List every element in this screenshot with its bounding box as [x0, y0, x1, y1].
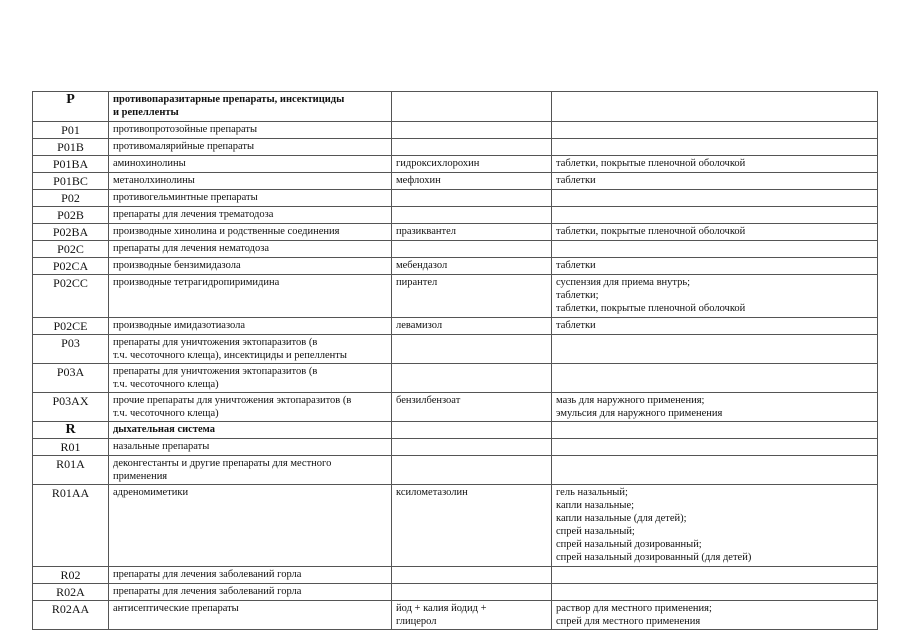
group-name-cell	[109, 241, 392, 258]
atc-code-cell: P02CA	[33, 258, 109, 275]
group-name-cell	[109, 92, 392, 122]
cell-line: препараты для лечения заболеваний горла	[113, 569, 302, 580]
dosage-form-cell	[552, 241, 878, 258]
dosage-form-cell	[552, 156, 878, 173]
atc-code-cell: R01AA	[33, 485, 109, 567]
atc-code-cell: P02CC	[33, 275, 109, 318]
cell-line: производные имидазотиазола	[113, 320, 246, 331]
drug-name-cell	[392, 335, 552, 364]
cell-line: йод + калия йодид +	[396, 603, 487, 614]
cell-line: мебендазол	[396, 260, 448, 271]
cell-line: таблетки	[556, 320, 596, 331]
drug-name-cell	[392, 601, 552, 630]
drug-name-cell	[392, 393, 552, 422]
cell-line: препараты для уничтожения эктопаразитов (в	[113, 366, 318, 377]
table-row	[33, 335, 878, 364]
drug-name-cell	[392, 139, 552, 156]
group-name-cell	[109, 584, 392, 601]
cell-line: глицерол	[396, 616, 437, 627]
drug-name-cell	[392, 92, 552, 122]
dosage-form-cell	[552, 224, 878, 241]
atc-code-cell: R02	[33, 567, 109, 584]
cell-line: препараты для лечения трематодоза	[113, 209, 274, 220]
table-row	[33, 393, 878, 422]
cell-line: аминохинолины	[113, 158, 186, 169]
dosage-form-cell	[552, 190, 878, 207]
cell-line: препараты для лечения заболеваний горла	[113, 586, 302, 597]
dosage-form-cell	[552, 258, 878, 275]
group-name-cell	[109, 364, 392, 393]
cell-line: т.ч. чесоточного клеща)	[113, 408, 219, 419]
table-row	[33, 156, 878, 173]
group-name-cell	[109, 456, 392, 485]
dosage-form-cell	[552, 456, 878, 485]
group-name-cell	[109, 190, 392, 207]
dosage-form-cell	[552, 422, 878, 439]
atc-code-cell: R02AA	[33, 601, 109, 630]
atc-code-cell: R01	[33, 439, 109, 456]
dosage-form-cell	[552, 393, 878, 422]
atc-code-cell: P03AX	[33, 393, 109, 422]
group-name-cell	[109, 258, 392, 275]
table-row	[33, 275, 878, 318]
dosage-form-cell	[552, 485, 878, 567]
cell-line: капли назальные (для детей);	[556, 513, 687, 524]
atc-code-cell: P02BA	[33, 224, 109, 241]
cell-line: спрей назальный;	[556, 526, 635, 537]
cell-line: таблетки	[556, 260, 596, 271]
cell-line: производные тетрагидропиримидина	[113, 277, 280, 288]
cell-line: спрей назальный дозированный (для детей)	[556, 552, 752, 563]
atc-code-cell: P	[33, 92, 109, 122]
dosage-form-cell	[552, 275, 878, 318]
atc-code-cell: P01B	[33, 139, 109, 156]
dosage-form-cell	[552, 318, 878, 335]
cell-line: дыхательная система	[113, 424, 215, 435]
cell-line: таблетки;	[556, 290, 599, 301]
drug-name-cell	[392, 122, 552, 139]
atc-code-cell: P03A	[33, 364, 109, 393]
cell-line: спрей назальный дозированный;	[556, 539, 702, 550]
atc-drug-table	[32, 91, 878, 630]
drug-name-cell	[392, 364, 552, 393]
cell-line: прочие препараты для уничтожения эктопаразитов (в	[113, 395, 352, 406]
table-row	[33, 364, 878, 393]
table-row	[33, 456, 878, 485]
table-row	[33, 601, 878, 630]
atc-code-cell: P03	[33, 335, 109, 364]
group-name-cell	[109, 393, 392, 422]
group-name-cell	[109, 122, 392, 139]
cell-line: таблетки, покрытые пленочной оболочкой	[556, 303, 746, 314]
atc-code-cell: P01BC	[33, 173, 109, 190]
atc-code-cell: P02B	[33, 207, 109, 224]
cell-line: ксилометазолин	[396, 487, 468, 498]
cell-line: левамизол	[396, 320, 443, 331]
drug-name-cell	[392, 456, 552, 485]
cell-line: препараты для уничтожения эктопаразитов (в	[113, 337, 318, 348]
atc-code-cell: R	[33, 422, 109, 439]
drug-name-cell	[392, 318, 552, 335]
table-row	[33, 224, 878, 241]
atc-code-cell: P02CE	[33, 318, 109, 335]
cell-line: метанолхинолины	[113, 175, 195, 186]
cell-line: пирантел	[396, 277, 438, 288]
drug-name-cell	[392, 190, 552, 207]
drug-name-cell	[392, 156, 552, 173]
cell-line: капли назальные;	[556, 500, 635, 511]
cell-line: применения	[113, 471, 168, 482]
cell-line: спрей для местного применения	[556, 616, 701, 627]
dosage-form-cell	[552, 92, 878, 122]
cell-line: противопротозойные препараты	[113, 124, 258, 135]
group-name-cell	[109, 335, 392, 364]
dosage-form-cell	[552, 364, 878, 393]
cell-line: празиквантел	[396, 226, 456, 237]
dosage-form-cell	[552, 335, 878, 364]
atc-code-cell: P01BA	[33, 156, 109, 173]
drug-name-cell	[392, 485, 552, 567]
cell-line: гель назальный;	[556, 487, 628, 498]
dosage-form-cell	[552, 601, 878, 630]
dosage-form-cell	[552, 173, 878, 190]
dosage-form-cell	[552, 584, 878, 601]
table-row	[33, 139, 878, 156]
group-name-cell	[109, 173, 392, 190]
cell-line: т.ч. чесоточного клеща)	[113, 379, 219, 390]
drug-name-cell	[392, 275, 552, 318]
table-row	[33, 318, 878, 335]
cell-line: таблетки, покрытые пленочной оболочкой	[556, 158, 746, 169]
dosage-form-cell	[552, 139, 878, 156]
group-name-cell	[109, 601, 392, 630]
table-row	[33, 258, 878, 275]
cell-line: мазь для наружного применения;	[556, 395, 705, 406]
section-row	[33, 422, 878, 439]
cell-line: противогельминтные препараты	[113, 192, 258, 203]
cell-line: гидроксихлорохин	[396, 158, 480, 169]
drug-name-cell	[392, 439, 552, 456]
dosage-form-cell	[552, 207, 878, 224]
cell-line: адреномиметики	[113, 487, 189, 498]
cell-line: и репелленты	[113, 107, 179, 118]
atc-code-cell: R01A	[33, 456, 109, 485]
table-row	[33, 439, 878, 456]
drug-name-cell	[392, 241, 552, 258]
table-row	[33, 567, 878, 584]
atc-code-cell: P02C	[33, 241, 109, 258]
cell-line: антисептические препараты	[113, 603, 239, 614]
cell-line: эмульсия для наружного применения	[556, 408, 723, 419]
group-name-cell	[109, 207, 392, 224]
cell-line: суспензия для приема внутрь;	[556, 277, 691, 288]
table-row	[33, 485, 878, 567]
group-name-cell	[109, 224, 392, 241]
cell-line: противомалярийные препараты	[113, 141, 255, 152]
dosage-form-cell	[552, 439, 878, 456]
cell-line: препараты для лечения нематодоза	[113, 243, 270, 254]
atc-code-cell: P02	[33, 190, 109, 207]
cell-line: деконгестанты и другие препараты для местного	[113, 458, 332, 469]
dosage-form-cell	[552, 567, 878, 584]
cell-line: т.ч. чесоточного клеща), инсектициды и репелленты	[113, 350, 347, 361]
dosage-form-cell	[552, 122, 878, 139]
table-row	[33, 584, 878, 601]
drug-name-cell	[392, 173, 552, 190]
table-row	[33, 241, 878, 258]
group-name-cell	[109, 156, 392, 173]
atc-code-cell: P01	[33, 122, 109, 139]
group-name-cell	[109, 439, 392, 456]
group-name-cell	[109, 318, 392, 335]
cell-line: противопаразитарные препараты, инсектициды	[113, 94, 345, 105]
drug-name-cell	[392, 584, 552, 601]
cell-line: мефлохин	[396, 175, 441, 186]
cell-line: раствор для местного применения;	[556, 603, 712, 614]
drug-name-cell	[392, 258, 552, 275]
cell-line: таблетки, покрытые пленочной оболочкой	[556, 226, 746, 237]
drug-name-cell	[392, 422, 552, 439]
table-row	[33, 173, 878, 190]
atc-code-cell: R02A	[33, 584, 109, 601]
cell-line: бензилбензоат	[396, 395, 461, 406]
group-name-cell	[109, 139, 392, 156]
group-name-cell	[109, 567, 392, 584]
group-name-cell	[109, 485, 392, 567]
cell-line: назальные препараты	[113, 441, 210, 452]
drug-name-cell	[392, 224, 552, 241]
drug-name-cell	[392, 567, 552, 584]
section-row	[33, 92, 878, 122]
drug-name-cell	[392, 207, 552, 224]
group-name-cell	[109, 275, 392, 318]
cell-line: производные бензимидазола	[113, 260, 241, 271]
table-row	[33, 122, 878, 139]
table-body	[33, 92, 878, 630]
table-row	[33, 207, 878, 224]
group-name-cell	[109, 422, 392, 439]
cell-line: таблетки	[556, 175, 596, 186]
cell-line: производные хинолина и родственные соединения	[113, 226, 340, 237]
table-row	[33, 190, 878, 207]
